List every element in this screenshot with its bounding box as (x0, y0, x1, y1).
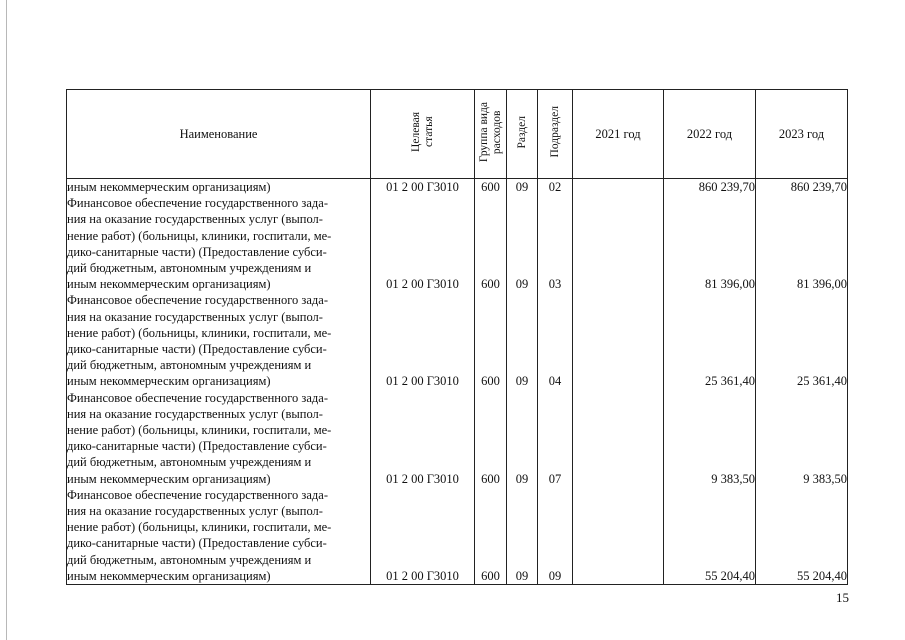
row-section: 09 (507, 179, 538, 196)
row-group: 600 (475, 179, 507, 196)
row-2021 (573, 487, 664, 585)
row-section: 09 (507, 292, 538, 389)
row-name: Финансовое обеспечение государственного зада- ния на оказание государственных услуг (выпол- нение работ) (больницы, клиники, госпитали, ме- дико-санитарные части) (Предоставление субси- дий бюджетным, автономным учреждениям и иным некоммерческим организациям) (67, 195, 371, 292)
row-subsection: 03 (538, 195, 573, 292)
row-section: 09 (507, 195, 538, 292)
row-2023: 9 383,50 (756, 390, 848, 487)
row-2023: 81 396,00 (756, 195, 848, 292)
row-target: 01 2 00 Г3010 (371, 390, 475, 487)
budget-table (66, 89, 848, 585)
row-group: 600 (475, 195, 507, 292)
table-row (67, 195, 848, 292)
row-2021 (573, 390, 664, 487)
row-target: 01 2 00 Г3010 (371, 292, 475, 389)
header-name: Наименование (67, 90, 371, 179)
header-section: Раздел (507, 90, 538, 179)
header-group: Группа вида расходов (475, 90, 507, 179)
row-subsection: 02 (538, 179, 573, 196)
header-2023: 2023 год (756, 90, 848, 179)
table-row (67, 179, 848, 196)
page-number: 15 (836, 590, 849, 605)
row-subsection: 07 (538, 390, 573, 487)
table-header-row (67, 90, 848, 179)
row-2022: 9 383,50 (664, 390, 756, 487)
row-2022: 55 204,40 (664, 487, 756, 585)
row-name: Финансовое обеспечение государственного зада- ния на оказание государственных услуг (выпол- нение работ) (больницы, клиники, госпитали, ме- дико-санитарные части) (Предоставление субси- дий бюджетным, автономным учреждениям и иным некоммерческим организациям) (67, 390, 371, 487)
row-2022: 25 361,40 (664, 292, 756, 389)
row-subsection: 04 (538, 292, 573, 389)
row-section: 09 (507, 487, 538, 585)
row-group: 600 (475, 292, 507, 389)
row-group: 600 (475, 390, 507, 487)
header-2022: 2022 год (664, 90, 756, 179)
page-edge-line (6, 0, 7, 640)
row-target: 01 2 00 Г3010 (371, 487, 475, 585)
row-name: Финансовое обеспечение государственного зада- ния на оказание государственных услуг (выпол- нение работ) (больницы, клиники, госпитали, ме- дико-санитарные части) (Предоставление субси- дий бюджетным, автономным учреждениям и иным некоммерческим организациям) (67, 487, 371, 585)
row-target: 01 2 00 Г3010 (371, 179, 475, 196)
row-target: 01 2 00 Г3010 (371, 195, 475, 292)
table-row (67, 390, 848, 487)
table-row (67, 292, 848, 389)
row-2021 (573, 292, 664, 389)
header-subsection: Подраздел (538, 90, 573, 179)
row-group: 600 (475, 487, 507, 585)
row-subsection: 09 (538, 487, 573, 585)
row-name: иным некоммерческим организациям) (67, 179, 371, 196)
row-2021 (573, 195, 664, 292)
row-2021 (573, 179, 664, 196)
row-2023: 25 361,40 (756, 292, 848, 389)
table-row (67, 487, 848, 585)
row-2023: 860 239,70 (756, 179, 848, 196)
header-2021: 2021 год (573, 90, 664, 179)
row-2022: 860 239,70 (664, 179, 756, 196)
row-name: Финансовое обеспечение государственного зада- ния на оказание государственных услуг (выпол- нение работ) (больницы, клиники, госпитали, ме- дико-санитарные части) (Предоставление субси- дий бюджетным, автономным учреждениям и иным некоммерческим организациям) (67, 292, 371, 389)
row-2023: 55 204,40 (756, 487, 848, 585)
header-target: Целевая статья (371, 90, 475, 179)
row-section: 09 (507, 390, 538, 487)
row-2022: 81 396,00 (664, 195, 756, 292)
